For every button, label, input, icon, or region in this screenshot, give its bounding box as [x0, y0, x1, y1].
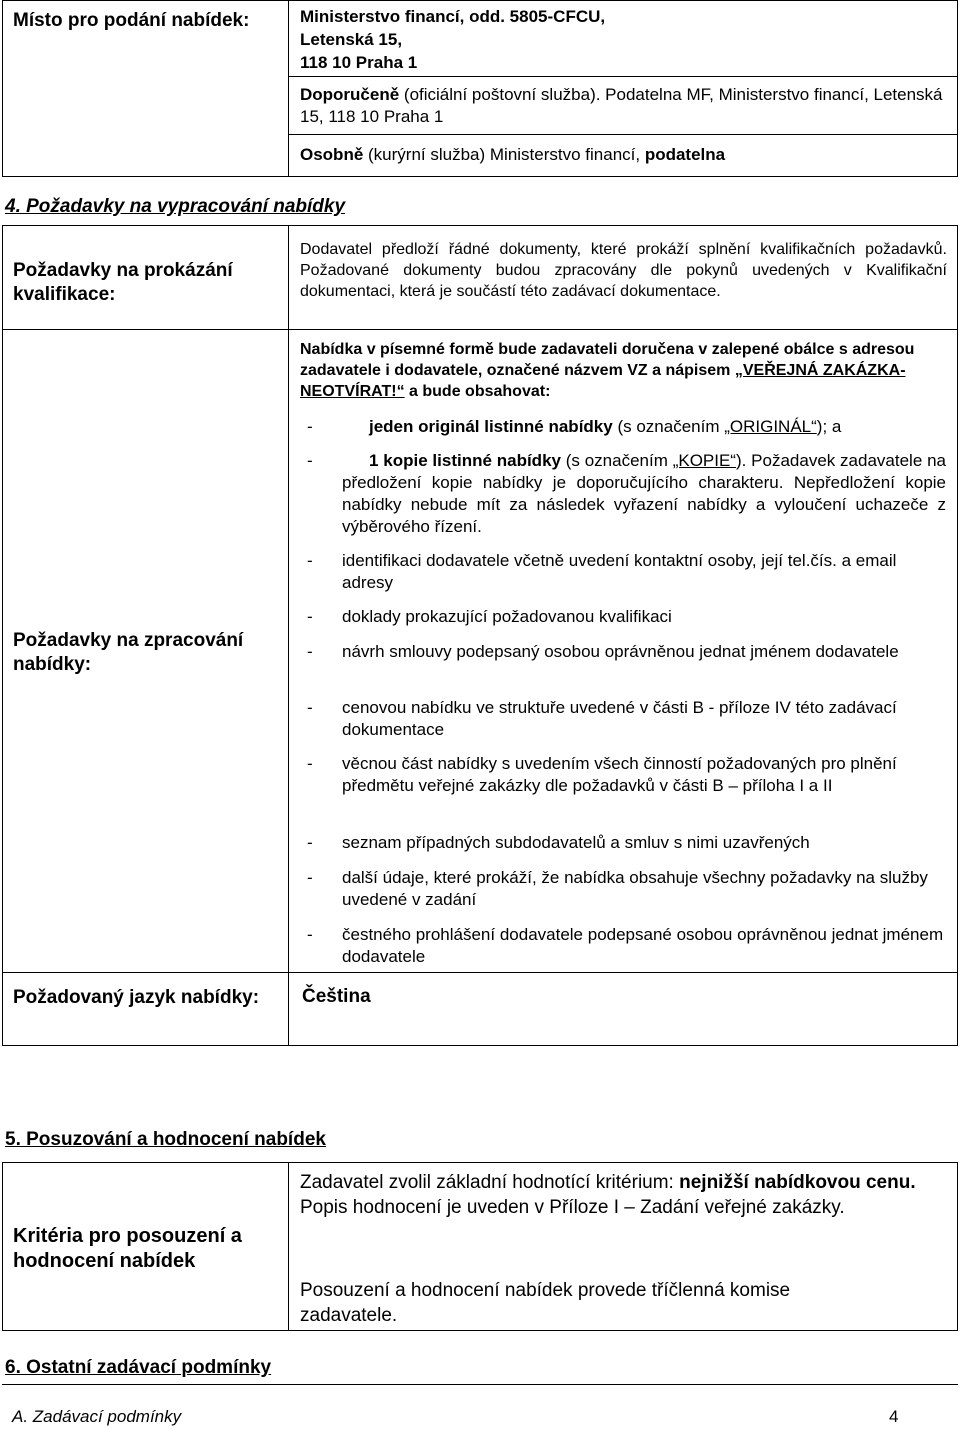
address-line-2: Letenská 15,: [300, 30, 403, 49]
page-number: 4: [889, 1407, 899, 1426]
criteria-text-2: Popis hodnocení je uveden v Příloze I – Zadání veřejné zakázky.: [300, 1197, 845, 1218]
list-item-contract: návrh smlouvy podepsaný osobou oprávněnou jednat jménem dodavatele: [342, 642, 899, 661]
place-table-divider: [288, 0, 289, 177]
place-label: Místo pro podání nabídek:: [13, 10, 250, 31]
processing-label: Požadavky na zpracování nabídky:: [13, 630, 244, 675]
list-item-qualification-docs: doklady prokazující požadovanou kvalifikaci: [342, 607, 672, 626]
list-dash: -: [307, 551, 313, 570]
mail-delivery-bold: Doporučeně: [300, 85, 400, 104]
qualification-label: Požadavky na prokázání kvalifikace:: [13, 260, 233, 305]
list-dash: -: [307, 925, 313, 944]
language-label: Požadovaný jazyk nabídky:: [13, 987, 260, 1008]
item1-rest: (s označením: [612, 417, 725, 436]
list-dash: -: [307, 868, 313, 887]
address-line-3: 118 10 Praha 1: [300, 53, 418, 72]
criteria-text-1: Zadavatel zvolil základní hodnotící kritérium:: [300, 1172, 680, 1193]
qualification-text: [300, 239, 947, 302]
personal-delivery-end: podatelna: [644, 145, 726, 164]
section-5-heading: 5. Posuzování a hodnocení nabídek: [5, 1129, 326, 1150]
list-item-original: [369, 416, 947, 438]
envelope-instructions: [300, 339, 945, 402]
language-value: Čeština: [302, 986, 371, 1007]
criteria-table-divider: [288, 1162, 289, 1331]
criteria-text: [300, 1170, 940, 1220]
footer-rule: [2, 1384, 958, 1385]
list-item-copy: [342, 450, 946, 538]
requirements-row-rule-1: [2, 329, 958, 330]
section-6-heading: 6. Ostatní zadávací podmínky: [5, 1357, 272, 1378]
list-dash: -: [307, 754, 313, 773]
item2-rest: (s označením: [560, 451, 673, 470]
envelope-text-2: a bude obsahovat:: [404, 383, 551, 400]
requirements-row-rule-2: [2, 972, 958, 973]
list-dash: -: [307, 642, 313, 661]
list-dash: -: [307, 698, 313, 717]
qualification-text-2: Požadované dokumenty budou zpracovány dle pokynů uvedených v Kvalifikační dokumentaci, která je součástí této zadávací dokumentace.: [300, 262, 947, 300]
list-item-identification: identifikaci dodavatele včetně uvedení kontaktní osoby, její tel.čís. a email adresy: [342, 551, 897, 592]
list-dash: -: [307, 607, 313, 626]
envelope-mark: „VEŘEJNÁ ZAKÁZKA-NEOTVÍRAT!“: [300, 362, 906, 400]
place-table-rule-1: [288, 76, 958, 77]
mail-delivery-text: (oficiální poštovní služba). Podatelna MF, Ministerstvo financí, Letenská 15, 118 10 Praha 1: [300, 85, 943, 126]
item2-bold: 1 kopie listinné nabídky: [369, 451, 561, 470]
criteria-label: Kritéria pro posouzení a hodnocení nabídek: [13, 1225, 242, 1272]
item1-end: ); a: [816, 417, 842, 436]
section-4-heading: 4. Požadavky na vypracování nabídky: [5, 196, 346, 217]
envelope-text-1: Nabídka v písemné formě bude zadavateli doručena v zalepené obálce s adresou zadavatele i dodavatele, označené názvem VZ a nápisem: [300, 341, 915, 379]
list-item-price: cenovou nabídku ve struktuře uvedené v části B - příloze IV této zadávací dokumentace: [342, 698, 897, 739]
personal-delivery-bold: Osobně: [300, 145, 364, 164]
list-item-subcontractors: seznam případných subdodavatelů a smluv s nimi uzavřených: [342, 833, 810, 852]
item2-mark: „KOPIE“: [672, 451, 736, 470]
list-dash: -: [307, 417, 313, 436]
criteria-text-bold: nejnižší nabídkovou cenu.: [679, 1172, 916, 1193]
item2-end: ). Požadavek zadavatele na předložení kopie nabídky je doporučujícího charakteru. Nepředložení kopie nabídky nebude mít za následek vyřazení nabídky a vyloučení uchazeče z výběrového řízení.: [342, 451, 946, 536]
list-dash: -: [307, 833, 313, 852]
personal-delivery-text: (kurýrní služba) Ministerstvo financí,: [363, 145, 645, 164]
list-item-other-data: další údaje, které prokáží, že nabídka obsahuje všechny požadavky na služby uvedené v zadání: [342, 868, 928, 909]
footer-title: A. Zadávací podmínky: [12, 1407, 182, 1426]
mail-delivery: [300, 84, 945, 128]
place-table-rule-2: [288, 134, 958, 135]
list-item-declaration: čestného prohlášení dodavatele podepsané osobou oprávněnou jednat jménem dodavatele: [342, 925, 944, 966]
item1-bold: jeden originál listinné nabídky: [369, 417, 613, 436]
qualification-text-1: Dodavatel předloží řádné dokumenty, které prokáží splnění kvalifikačních požadavků.: [300, 241, 947, 258]
committee-text: Posouzení a hodnocení nabídek provede tříčlenná komise zadavatele.: [300, 1280, 791, 1326]
list-item-content: věcnou část nabídky s uvedením všech činností požadovaných pro plnění předmětu veřejné zakázky dle požadavků v části B – příloha I a II: [342, 754, 897, 795]
list-dash: -: [307, 451, 313, 470]
item1-mark: „ORIGINÁL“: [724, 417, 817, 436]
personal-delivery: [300, 144, 945, 166]
address-line-1: Ministerstvo financí, odd. 5805-CFCU,: [300, 7, 606, 26]
requirements-table-divider: [288, 225, 289, 1046]
